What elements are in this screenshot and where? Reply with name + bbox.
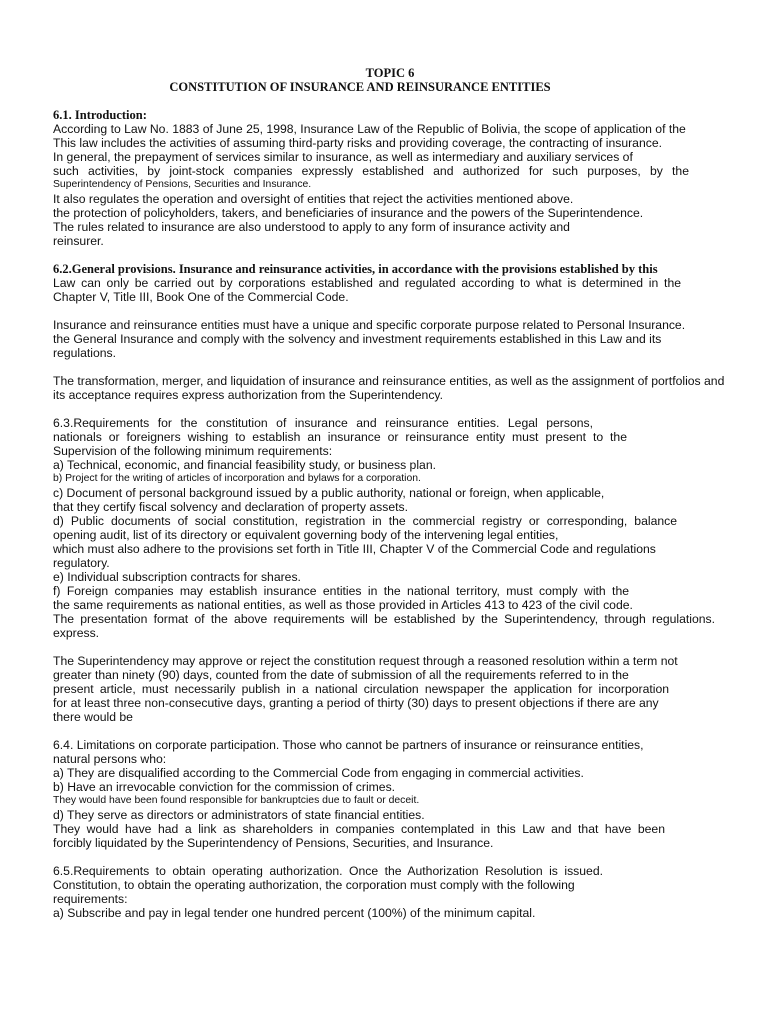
text-line: Law can only be carried out by corporations established and regulated according to what is determined in the: [53, 276, 681, 290]
text-line: The transformation, merger, and liquidation of insurance and reinsurance entities, as well as the assignment of portfolios and: [53, 374, 725, 388]
text-line: Insurance and reinsurance entities must have a unique and specific corporate purpose related to Personal Insurance.: [53, 318, 686, 332]
text-line: d) They serve as directors or administrators of state financial entities.: [53, 808, 425, 822]
text-line: regulations.: [53, 346, 117, 360]
text-line: b) Project for the writing of articles of incorporation and bylaws for a corporation.: [53, 473, 421, 484]
text-line: It also regulates the operation and oversight of entities that reject the activities mentioned above.: [53, 192, 574, 206]
text-line: They would have been found responsible for bankruptcies due to fault or deceit.: [53, 795, 420, 806]
text-line: for at least three non-consecutive days, granting a period of thirty (30) days to present objections if there are any: [53, 696, 659, 710]
text-line: present article, must necessarily publish in a national circulation newspaper the application for incorporation: [53, 682, 669, 696]
text-line: there would be: [53, 710, 133, 724]
text-line: requirements:: [53, 892, 128, 906]
text-line: Superintendency of Pensions, Securities and Insurance.: [53, 179, 312, 190]
text-line: such activities, by joint-stock companies expressly established and authorized for such purposes, by the: [53, 164, 689, 178]
text-line: reinsurer.: [53, 234, 104, 248]
text-line: natural persons who:: [53, 752, 167, 766]
text-line: a) Subscribe and pay in legal tender one hundred percent (100%) of the minimum capital.: [53, 906, 536, 920]
text-line: d) Public documents of social constitution, registration in the commercial registry or corresponding, balance: [53, 514, 677, 528]
text-line: greater than ninety (90) days, counted from the date of submission of all the requirements referred to in the: [53, 668, 629, 682]
text-line: 6.4. Limitations on corporate participation. Those who cannot be partners of insurance or reinsurance entities,: [53, 738, 644, 752]
text-line: b) Have an irrevocable conviction for the commission of crimes.: [53, 780, 396, 794]
text-line: e) Individual subscription contracts for shares.: [53, 570, 301, 584]
section-heading-general-provisions: 6.2.General provisions. Insurance and reinsurance activities, in accordance with the provisions established by this: [53, 262, 658, 276]
text-line: In general, the prepayment of services similar to insurance, as well as intermediary and auxiliary services of: [53, 150, 633, 164]
text-line: the protection of policyholders, takers, and beneficiaries of insurance and the powers of the Superintendence.: [53, 206, 644, 220]
text-line: which must also adhere to the provisions set forth in Title III, Chapter V of the Commercial Code and regulations: [53, 542, 656, 556]
text-line: The presentation format of the above requirements will be established by the Superintendency, through regulations.: [53, 612, 715, 626]
text-line: opening audit, list of its directory or equivalent governing body of the intervening legal entities,: [53, 528, 559, 542]
text-line: its acceptance requires express authorization from the Superintendency.: [53, 388, 443, 402]
text-line: The rules related to insurance are also understood to apply to any form of insurance activity and: [53, 220, 570, 234]
document-title: CONSTITUTION OF INSURANCE AND REINSURANCE ENTITIES: [169, 80, 551, 94]
text-line: They would have had a link as shareholders in companies contemplated in this Law and that have been: [53, 822, 665, 836]
section-heading-introduction: 6.1. Introduction:: [53, 108, 147, 122]
text-line: regulatory.: [53, 556, 110, 570]
topic-number: TOPIC 6: [365, 66, 415, 80]
text-line: 6.3.Requirements for the constitution of insurance and reinsurance entities. Legal persons,: [53, 416, 593, 430]
text-line: forcibly liquidated by the Superintendency of Pensions, Securities, and Insurance.: [53, 836, 494, 850]
text-line: that they certify fiscal solvency and declaration of property assets.: [53, 500, 408, 514]
text-line: the General Insurance and comply with the solvency and investment requirements established in this Law and its: [53, 332, 662, 346]
text-line: This law includes the activities of assuming third-party risks and providing coverage, the contracting of insurance.: [53, 136, 662, 150]
text-line: According to Law No. 1883 of June 25, 1998, Insurance Law of the Republic of Bolivia, the scope of application of the: [53, 122, 686, 136]
text-line: c) Document of personal background issued by a public authority, national or foreign, when applicable,: [53, 486, 605, 500]
text-line: The Superintendency may approve or reject the constitution request through a reasoned resolution within a term not: [53, 654, 678, 668]
text-line: Constitution, to obtain the operating authorization, the corporation must comply with the following: [53, 878, 575, 892]
text-line: 6.5.Requirements to obtain operating authorization. Once the Authorization Resolution is issued.: [53, 864, 603, 878]
text-line: the same requirements as national entities, as well as those provided in Articles 413 to 423 of the civil code.: [53, 598, 633, 612]
text-line: a) They are disqualified according to the Commercial Code from engaging in commercial activities.: [53, 766, 584, 780]
text-line: Supervision of the following minimum requirements:: [53, 444, 333, 458]
text-line: nationals or foreigners wishing to establish an insurance or reinsurance entity must present to the: [53, 430, 627, 444]
text-line: f) Foreign companies may establish insurance entities in the national territory, must comply with the: [53, 584, 629, 598]
text-line: express.: [53, 626, 100, 640]
text-line: a) Technical, economic, and financial feasibility study, or business plan.: [53, 458, 436, 472]
text-line: Chapter V, Title III, Book One of the Commercial Code.: [53, 290, 349, 304]
